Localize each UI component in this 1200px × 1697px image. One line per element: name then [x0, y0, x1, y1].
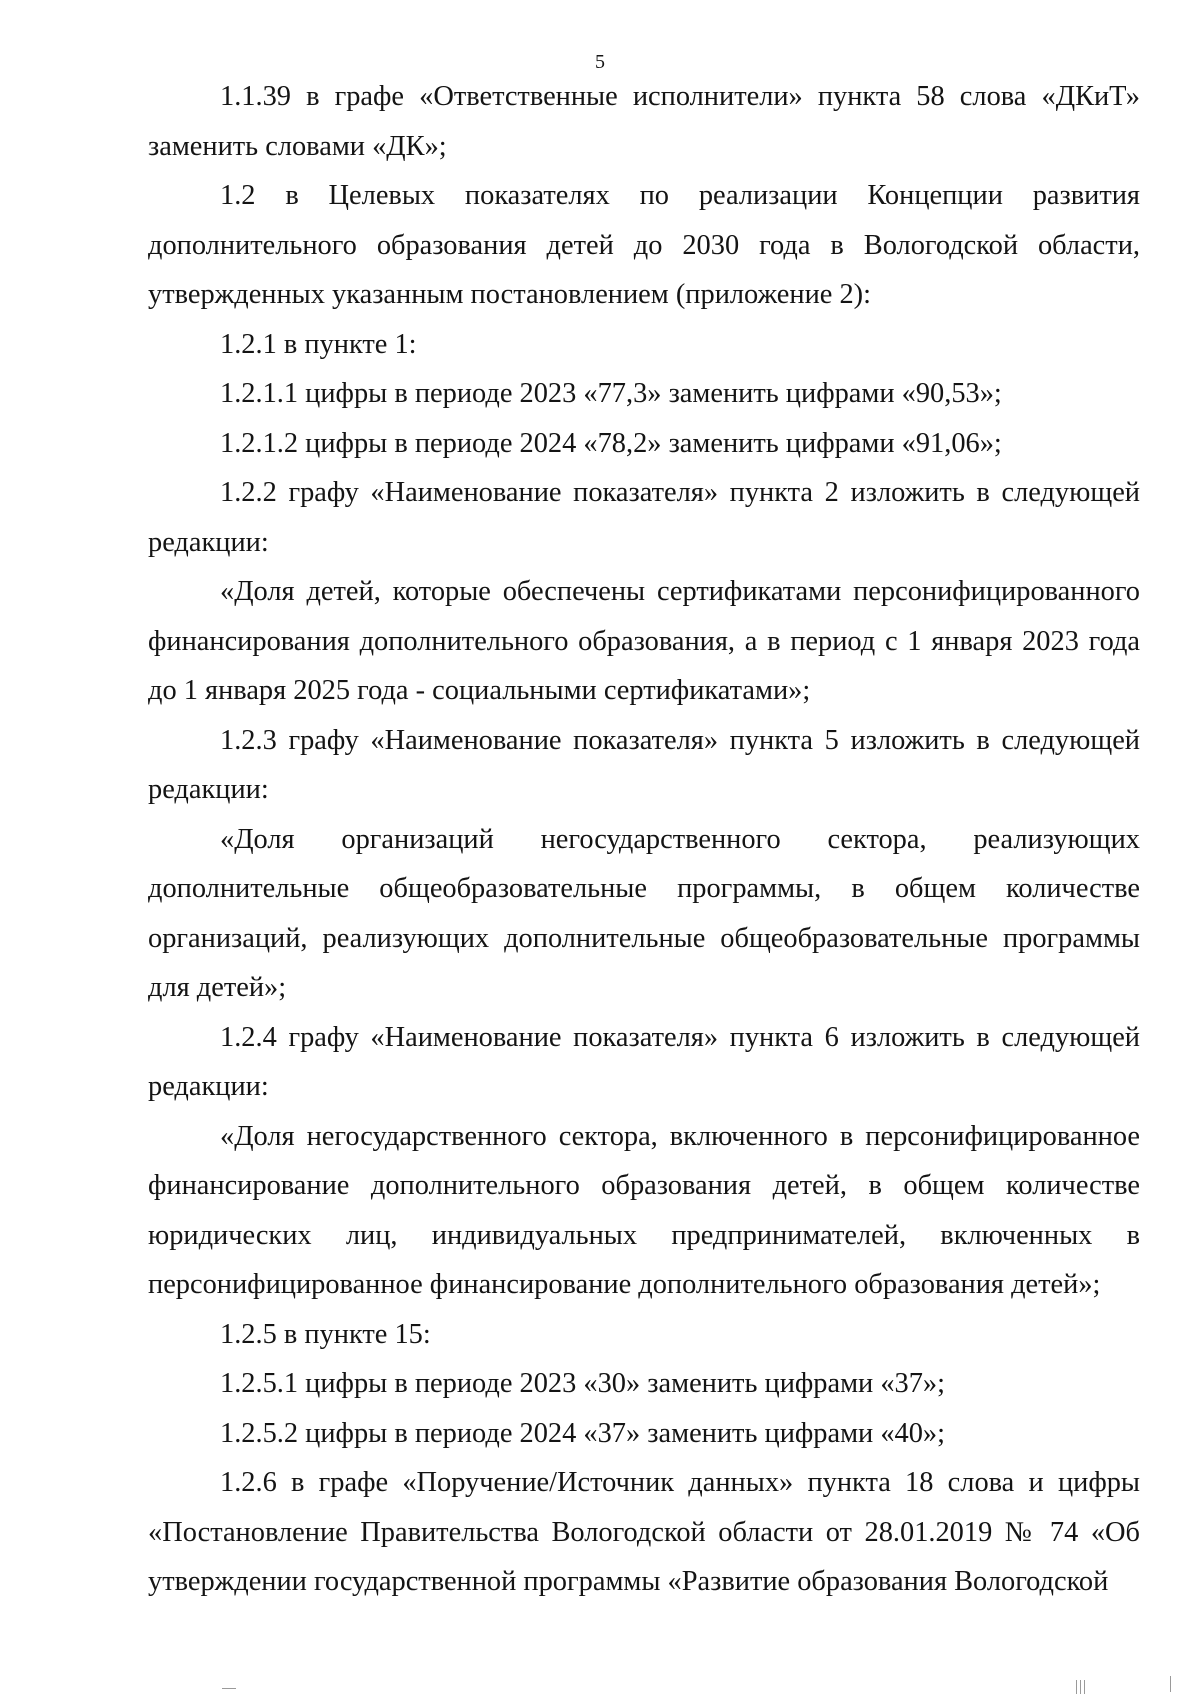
- paragraph-1-2-3: 1.2.3 графу «Наименование показателя» пункта 5 изложить в следующей редакции:: [148, 724, 1140, 805]
- document-body: [148, 72, 1140, 1607]
- scan-artifact-right-1: [1076, 1680, 1077, 1694]
- paragraph-1-2-5: 1.2.5 в пункте 15:: [220, 1318, 431, 1350]
- quote-indicator-2: «Доля детей, которые обеспечены сертификатами персонифицированного финансирования дополнительного образования, а в период с 1 января 2023 года до 1 января 2025 года - социальными сертификатами»;: [148, 576, 1140, 706]
- paragraph-1-2-4: 1.2.4 графу «Наименование показателя» пункта 6 изложить в следующей редакции:: [148, 1021, 1140, 1102]
- paragraph-1-2-6: 1.2.6 в графе «Поручение/Источник данных» пункта 18 слова и цифры «Постановление Правительства Вологодской области от 28.01.2019 № 74 «Об утверждении государственной программы «Развитие образования Вологодской: [148, 1467, 1140, 1597]
- scan-artifact-edge: [1170, 1676, 1171, 1692]
- quote-indicator-5: «Доля организаций негосударственного сектора, реализующих дополнительные общеобразовательные программы, в общем количестве организаций, реализующих дополнительные общеобразовательные программы для детей»;: [148, 823, 1140, 1003]
- paragraph-1-2-2: 1.2.2 графу «Наименование показателя» пункта 2 изложить в следующей редакции:: [148, 477, 1140, 558]
- paragraph-1-2-5-1: 1.2.5.1 цифры в периоде 2023 «30» заменить цифрами «37»;: [220, 1368, 946, 1399]
- scan-artifact-right-3: [1084, 1680, 1085, 1694]
- paragraph-1-2-1: 1.2.1 в пункте 1:: [220, 328, 417, 360]
- quote-indicator-6: «Доля негосударственного сектора, включенного в персонифицированное финансирование дополнительного образования детей, в общем количестве юридических лиц, индивидуальных предпринимателей, включенных в персонифицированное финансирование дополнительного образования детей»;: [148, 1120, 1140, 1300]
- paragraph-1-2-5-2: 1.2.5.2 цифры в периоде 2024 «37» заменить цифрами «40»;: [220, 1417, 946, 1449]
- scan-artifact-left: [222, 1688, 236, 1689]
- paragraph-1-2-1-1: 1.2.1.1 цифры в периоде 2023 «77,3» заменить цифрами «90,53»;: [220, 378, 1002, 409]
- scan-artifact-right-2: [1080, 1680, 1081, 1694]
- paragraph-1-2-1-2: 1.2.1.2 цифры в периоде 2024 «78,2» заменить цифрами «91,06»;: [220, 427, 1002, 459]
- paragraph-1-1-39: 1.1.39 в графе «Ответственные исполнители» пункта 58 слова «ДКиТ» заменить словами «ДК»;: [148, 81, 1140, 162]
- page-number: 5: [595, 51, 605, 73]
- paragraph-1-2: 1.2 в Целевых показателях по реализации Концепции развития дополнительного образования детей до 2030 года в Вологодской области, утвержденных указанным постановлением (приложение 2):: [148, 180, 1140, 310]
